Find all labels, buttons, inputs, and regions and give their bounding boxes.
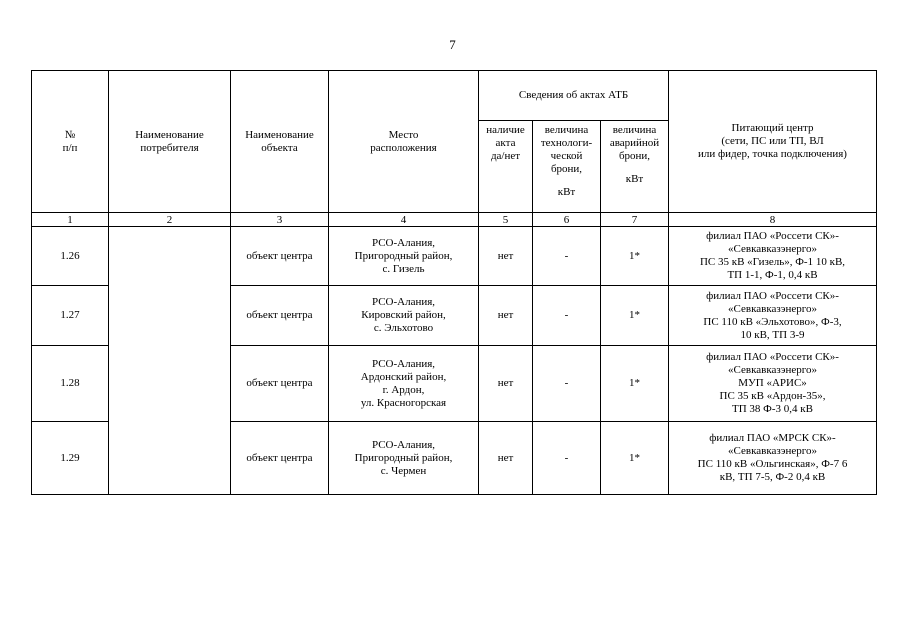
- location: РСО-Алания, Пригородный район, с. Чермен: [329, 422, 479, 495]
- column-number: 4: [329, 213, 479, 227]
- tech-reserve: -: [533, 422, 601, 495]
- header-tech-unit: кВт: [557, 186, 576, 198]
- column-number: 6: [533, 213, 601, 227]
- act-presence: нет: [479, 422, 533, 495]
- header-consumer: Наименование потребителя: [109, 71, 231, 213]
- location: РСО-Алания, Ардонский район, г. Ардон, ул. Красногорская: [329, 346, 479, 422]
- location: РСО-Алания, Кировский район, с. Эльхотово: [329, 286, 479, 346]
- location: РСО-Алания, Пригородный район, с. Гизель: [329, 227, 479, 286]
- header-emergency-reserve: [601, 121, 669, 213]
- column-number: 2: [109, 213, 231, 227]
- column-number: 1: [32, 213, 109, 227]
- act-presence: нет: [479, 286, 533, 346]
- atb-table: [31, 70, 877, 495]
- emergency-reserve: 1*: [601, 286, 669, 346]
- header-object: Наименование объекта: [231, 71, 329, 213]
- act-presence: нет: [479, 227, 533, 286]
- object-name: объект центра: [231, 422, 329, 495]
- object-name: объект центра: [231, 286, 329, 346]
- tech-reserve: -: [533, 227, 601, 286]
- tech-reserve: -: [533, 346, 601, 422]
- feed-center: филиал ПАО «Россети СК»- «Севкавказэнерго» ПС 35 кВ «Гизель», Ф-1 10 кВ, ТП 1-1, Ф-1, 0,4 кВ: [669, 227, 877, 286]
- header-row-top: [32, 71, 877, 121]
- row-number: 1.27: [32, 286, 109, 346]
- header-emerg-unit: кВт: [625, 173, 644, 185]
- row-number: 1.26: [32, 227, 109, 286]
- object-name: объект центра: [231, 346, 329, 422]
- page-number: 7: [449, 37, 456, 52]
- act-presence: нет: [479, 346, 533, 422]
- table-row: [32, 227, 877, 286]
- column-number: 8: [669, 213, 877, 227]
- column-number: 3: [231, 213, 329, 227]
- row-number: 1.28: [32, 346, 109, 422]
- header-feed-center: Питающий центр (сети, ПС или ТП, ВЛ или фидер, точка подключения): [669, 71, 877, 213]
- row-number: 1.29: [32, 422, 109, 495]
- tech-reserve: -: [533, 286, 601, 346]
- header-act: наличие акта да/нет: [479, 121, 533, 213]
- emergency-reserve: 1*: [601, 346, 669, 422]
- column-number: 7: [601, 213, 669, 227]
- column-number: 5: [479, 213, 533, 227]
- header-tech-reserve: [533, 121, 601, 213]
- consumer-cell: [109, 227, 231, 495]
- header-tech-label: величина технологи- ческой брони,: [540, 124, 593, 175]
- header-emerg-label: величина аварийной брони,: [609, 124, 660, 162]
- feed-center: филиал ПАО «Россети СК»- «Севкавказэнерго» ПС 110 кВ «Эльхотово», Ф-3, 10 кВ, ТП 3-9: [669, 286, 877, 346]
- header-atb-group: Сведения об актах АТБ: [479, 71, 669, 121]
- emergency-reserve: 1*: [601, 227, 669, 286]
- header-location: Место расположения: [329, 71, 479, 213]
- feed-center: филиал ПАО «Россети СК»- «Севкавказэнерго» МУП «АРИС» ПС 35 кВ «Ардон-35», ТП 38 Ф-3 0,4 кВ: [669, 346, 877, 422]
- object-name: объект центра: [231, 227, 329, 286]
- column-number-row: [32, 213, 877, 227]
- header-no: № п/п: [32, 71, 109, 213]
- feed-center: филиал ПАО «МРСК СК»- «Севкавказэнерго» ПС 110 кВ «Ольгинская», Ф-7 6 кВ, ТП 7-5, Ф-2 0,4 кВ: [669, 422, 877, 495]
- emergency-reserve: 1*: [601, 422, 669, 495]
